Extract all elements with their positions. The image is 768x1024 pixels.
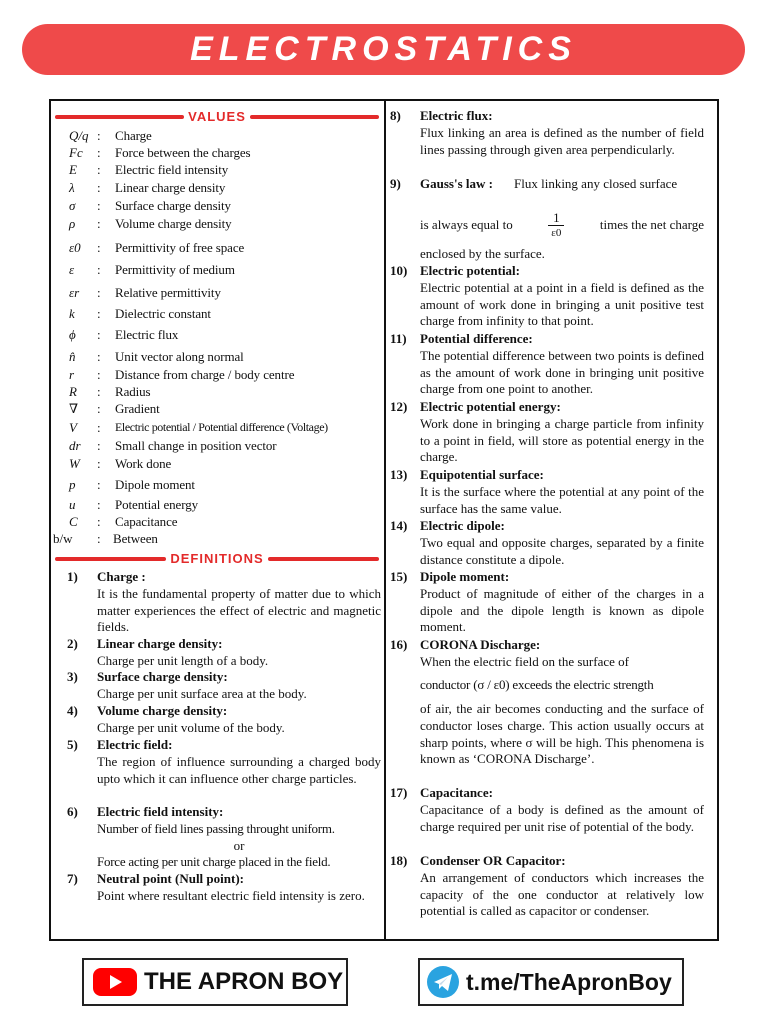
fraction: 1 ε0 [548, 211, 564, 240]
definitions-heading: DEFINITIONS [170, 551, 264, 566]
symbol-row: p⃗ : Dipole moment [69, 477, 195, 492]
symbol-row: Q/q : Charge [69, 128, 152, 143]
page-title: ELECTROSTATICS [190, 30, 577, 68]
symbol-row: σ : Surface charge density [69, 198, 231, 213]
title-banner [22, 24, 745, 75]
symbol-row: k : Dielectric constant [69, 306, 211, 321]
symbol-row: ϕ : Electric flux [69, 327, 179, 342]
symbol-row: u : Potential energy [69, 497, 199, 512]
right-column: 8) Electric flux: Flux linking an area is defined as the number of field lines passing through given area perpendicularly. 9) Gauss's law : Flux linking any closed surface is always equal to 1 ε0 times the net charge enclosed by the surface. 10) Electric potential: Electric potential at a point in a field is defined as the amount of work done in bringing a unit positive test charge from infinity to that point. 11) Potential difference: The potential difference between two points is defined as the amount of work done in bringing unit positive charge from one point to another. 12) Electric potential energy: Work done in bringing a charge particle from infinity to a point in field, will store as potential energy in the charge. 13) Equipotential surface: It is the surface where the potential at any point of the surface has the same value. 14) Electric dipole: Two equal and opposite charges, separated by a finite distance constitute a dipole. 15) Dipole moment: Product of magnitude of either of the charges in a dipole and the dipole length is known as dipole moment. 16) CORONA Discharge: When the electric field on the surface of conductor (σ / ε0) exceeds the electric strength of air, the air becomes conducting and the surface of conductor loses charge. This action usually occurs at sharp points, where σ will be high. This phenomena is known as ‘CORONA Discharge’. 17) Capacitance: Capacitance of a body is defined as the amount of charge required per unit rise of potential of the body. 18) Condenser OR Capacitor: An arrangement of conductors which increases the capacity of the one conductor at relatively low potential is called as capacitor or condenser. [390, 108, 704, 919]
symbol-row: ε0 : Permittivity of free space [69, 240, 245, 255]
symbol-row: b/w : Between [53, 531, 158, 546]
symbol-row: r : Distance from charge / body centre [69, 367, 295, 382]
symbol-row: C : Capacitance [69, 514, 178, 529]
symbol-row: R : Radius [69, 384, 151, 399]
symbol-row: E : Electric field intensity [69, 162, 229, 177]
values-heading: VALUES [188, 109, 246, 124]
column-divider [384, 101, 386, 939]
definitions-banner [55, 552, 379, 566]
symbol-row: W : Work done [69, 456, 172, 471]
youtube-icon [92, 966, 138, 998]
values-banner [55, 110, 379, 124]
symbol-row: λ : Linear charge density [69, 180, 226, 195]
telegram-icon [426, 965, 460, 999]
symbol-row: εr : Relative permittivity [69, 285, 221, 300]
symbol-row: Fc : Force between the charges [69, 145, 251, 160]
telegram-channel-link[interactable]: t.me/TheApronBoy [418, 958, 684, 1006]
symbol-row: dr⃗ : Small change in position vector [69, 438, 277, 453]
left-column: VALUES Q/q : Charge Fc : Force between the charges E : Electric field intensity λ : Linear charge density σ : Surface charge density ρ : Volume charge density ε0 : Permittivity of free space ε : Permittivity of medium εr : Relative permittivity k : Dielectric constant ϕ : Electric flux n̂ : Unit vector along normal r : Distance from charge / body centre R : Radius ∇ : Gradient V : Electric potential / Potential difference (Voltage) dr⃗ : Small change in position vector W : Work done p⃗ : Dipole moment u : Potential energy C : Capacitance b/w : Between DEFINITIONS 1) Charge : It is the fundamental property of matter due to which matter experiences the effect of electric and magnetic fields. 2) Linear charge density: Charge per unit length of a body. 3) Surface charge density: Charge per unit surface area at the body. 4) Volume charge density: Charge per unit volume of the body. 5) Electric field: The region of influence surrounding a charged body upto which it can influence other charge particles. 6) Electric field intensity: Number of field lines passing throught uniform. or Force acting per unit charge placed in the field. 7) Neutral point (Null point): Point where resultant electric field intensity is zero. [53, 109, 381, 903]
youtube-channel-link[interactable]: THE APRON BOY [82, 958, 348, 1006]
symbol-row: n̂ : Unit vector along normal [69, 349, 244, 364]
content-frame [49, 99, 719, 941]
symbol-row: ρ : Volume charge density [69, 216, 232, 231]
symbol-row: ε : Permittivity of medium [69, 262, 235, 277]
symbol-row: ∇ : Gradient [69, 401, 160, 416]
symbol-row: V : Electric potential / Potential difference (Voltage) [69, 420, 328, 435]
